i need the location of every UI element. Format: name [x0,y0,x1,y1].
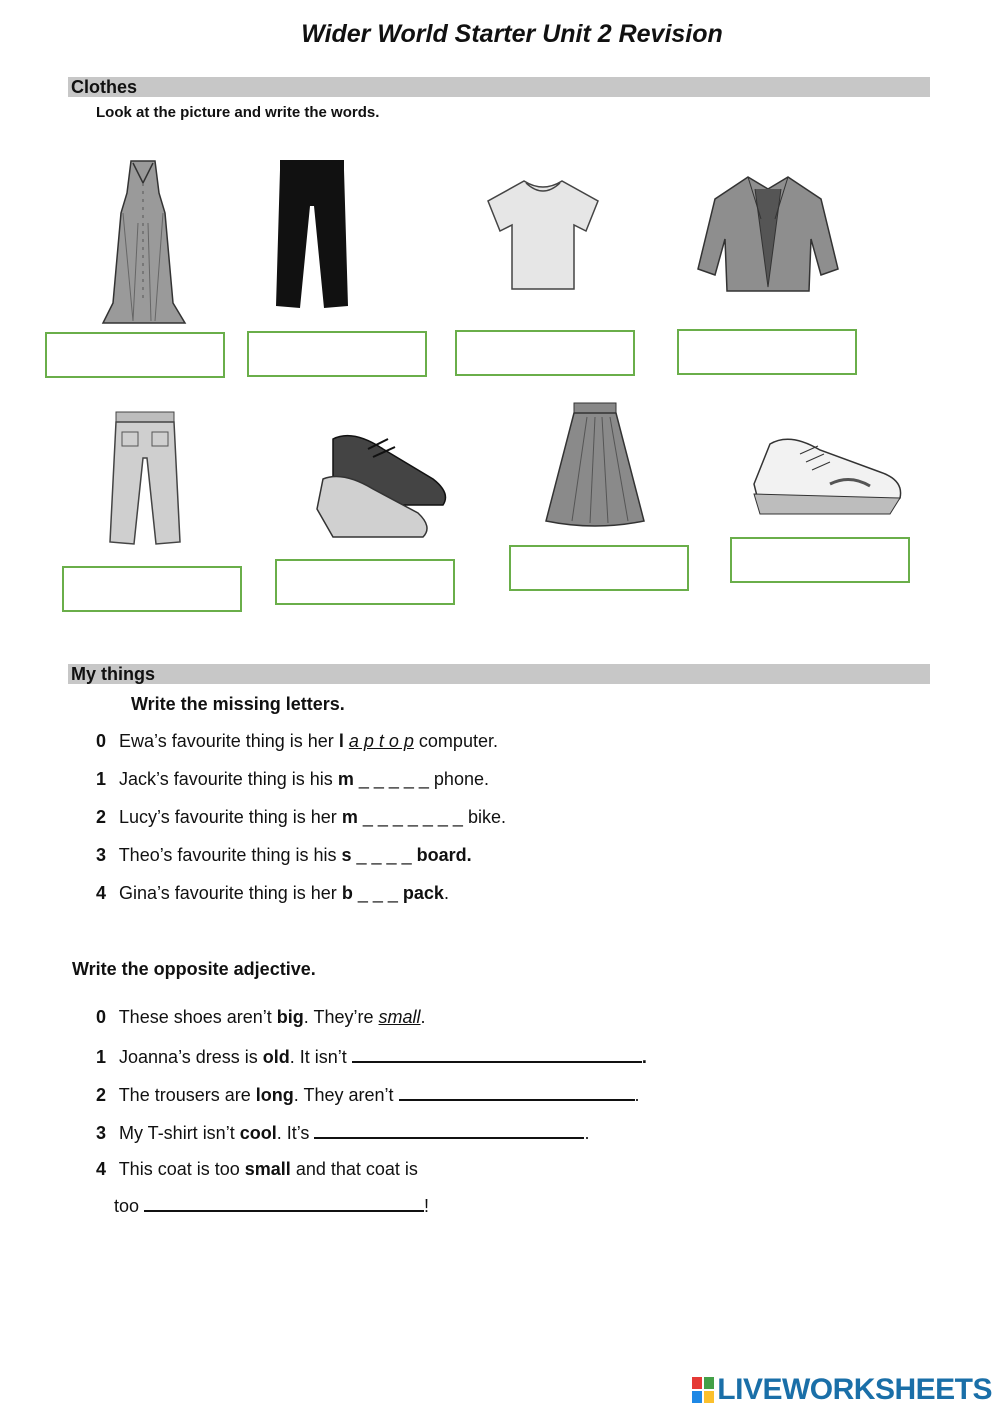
jeans-picture [95,405,195,550]
opposites-item-4: 4 This coat is too small and that coat is [96,1159,418,1179]
letter-gaps-3[interactable]: _ _ _ _ [356,845,412,865]
answer-box-dress[interactable] [45,332,225,378]
my-things-item-2: 2 Lucy’s favourite thing is her m _ _ _ _ _ _ _ bike. [96,807,506,827]
liveworksheets-mark-icon [692,1377,714,1403]
answer-box-jacket[interactable] [677,329,857,375]
liveworksheets-logo [692,1373,992,1407]
letter-gaps-1[interactable]: _ _ _ _ _ [358,769,429,789]
opposites-item-4-line2: too ! [114,1196,430,1216]
dress-picture [80,150,205,330]
answer-box-skirt[interactable] [509,545,689,591]
clothes-instruction: Look at the picture and write the words. [96,104,380,121]
section-heading-my-things: My things [68,664,930,684]
my-things-instruction: Write the missing letters. [131,694,345,714]
skirt-picture [530,395,660,530]
logo-text: LIVEWORKSHEETS [717,1373,992,1406]
t-shirt-picture [478,170,608,295]
answer-line-4[interactable] [144,1194,424,1212]
my-things-item-4: 4 Gina’s favourite thing is her b _ _ _ pack. [96,883,449,903]
answer-box-trousers[interactable] [247,331,427,377]
answer-box-trainers[interactable] [730,537,910,583]
my-things-item-3: 3 Theo’s favourite thing is his s _ _ _ _ board. [96,845,472,865]
shoes-picture [290,408,455,548]
section-heading-clothes: Clothes [68,77,930,97]
answer-line-3[interactable] [314,1121,584,1139]
opposites-item-0: 0 These shoes aren’t big. They’re small. [96,1007,426,1027]
letter-gaps-2[interactable]: _ _ _ _ _ _ _ [362,807,463,827]
page-title: Wider World Starter Unit 2 Revision [301,20,723,48]
answer-line-2[interactable] [399,1083,635,1101]
my-things-item-0: 0 Ewa’s favourite thing is her l a p t o p computer. [96,731,498,751]
jacket-picture [690,158,845,298]
answer-box-shoes[interactable] [275,559,455,605]
my-things-item-1: 1 Jack’s favourite thing is his m _ _ _ _ _ phone. [96,769,489,789]
trousers-picture [262,155,362,315]
trainers-picture [735,422,915,522]
answer-line-1[interactable] [352,1045,642,1063]
opposites-item-1: 1 Joanna’s dress is old. It isn’t . [96,1047,647,1067]
answer-box-t-shirt[interactable] [455,330,635,376]
letter-gaps-4[interactable]: _ _ _ [357,883,398,903]
opposites-item-2: 2 The trousers are long. They aren’t . [96,1085,640,1105]
answer-box-jeans[interactable] [62,566,242,612]
opposites-instruction: Write the opposite adjective. [72,959,316,979]
opposites-item-3: 3 My T-shirt isn’t cool. It’s . [96,1123,590,1143]
